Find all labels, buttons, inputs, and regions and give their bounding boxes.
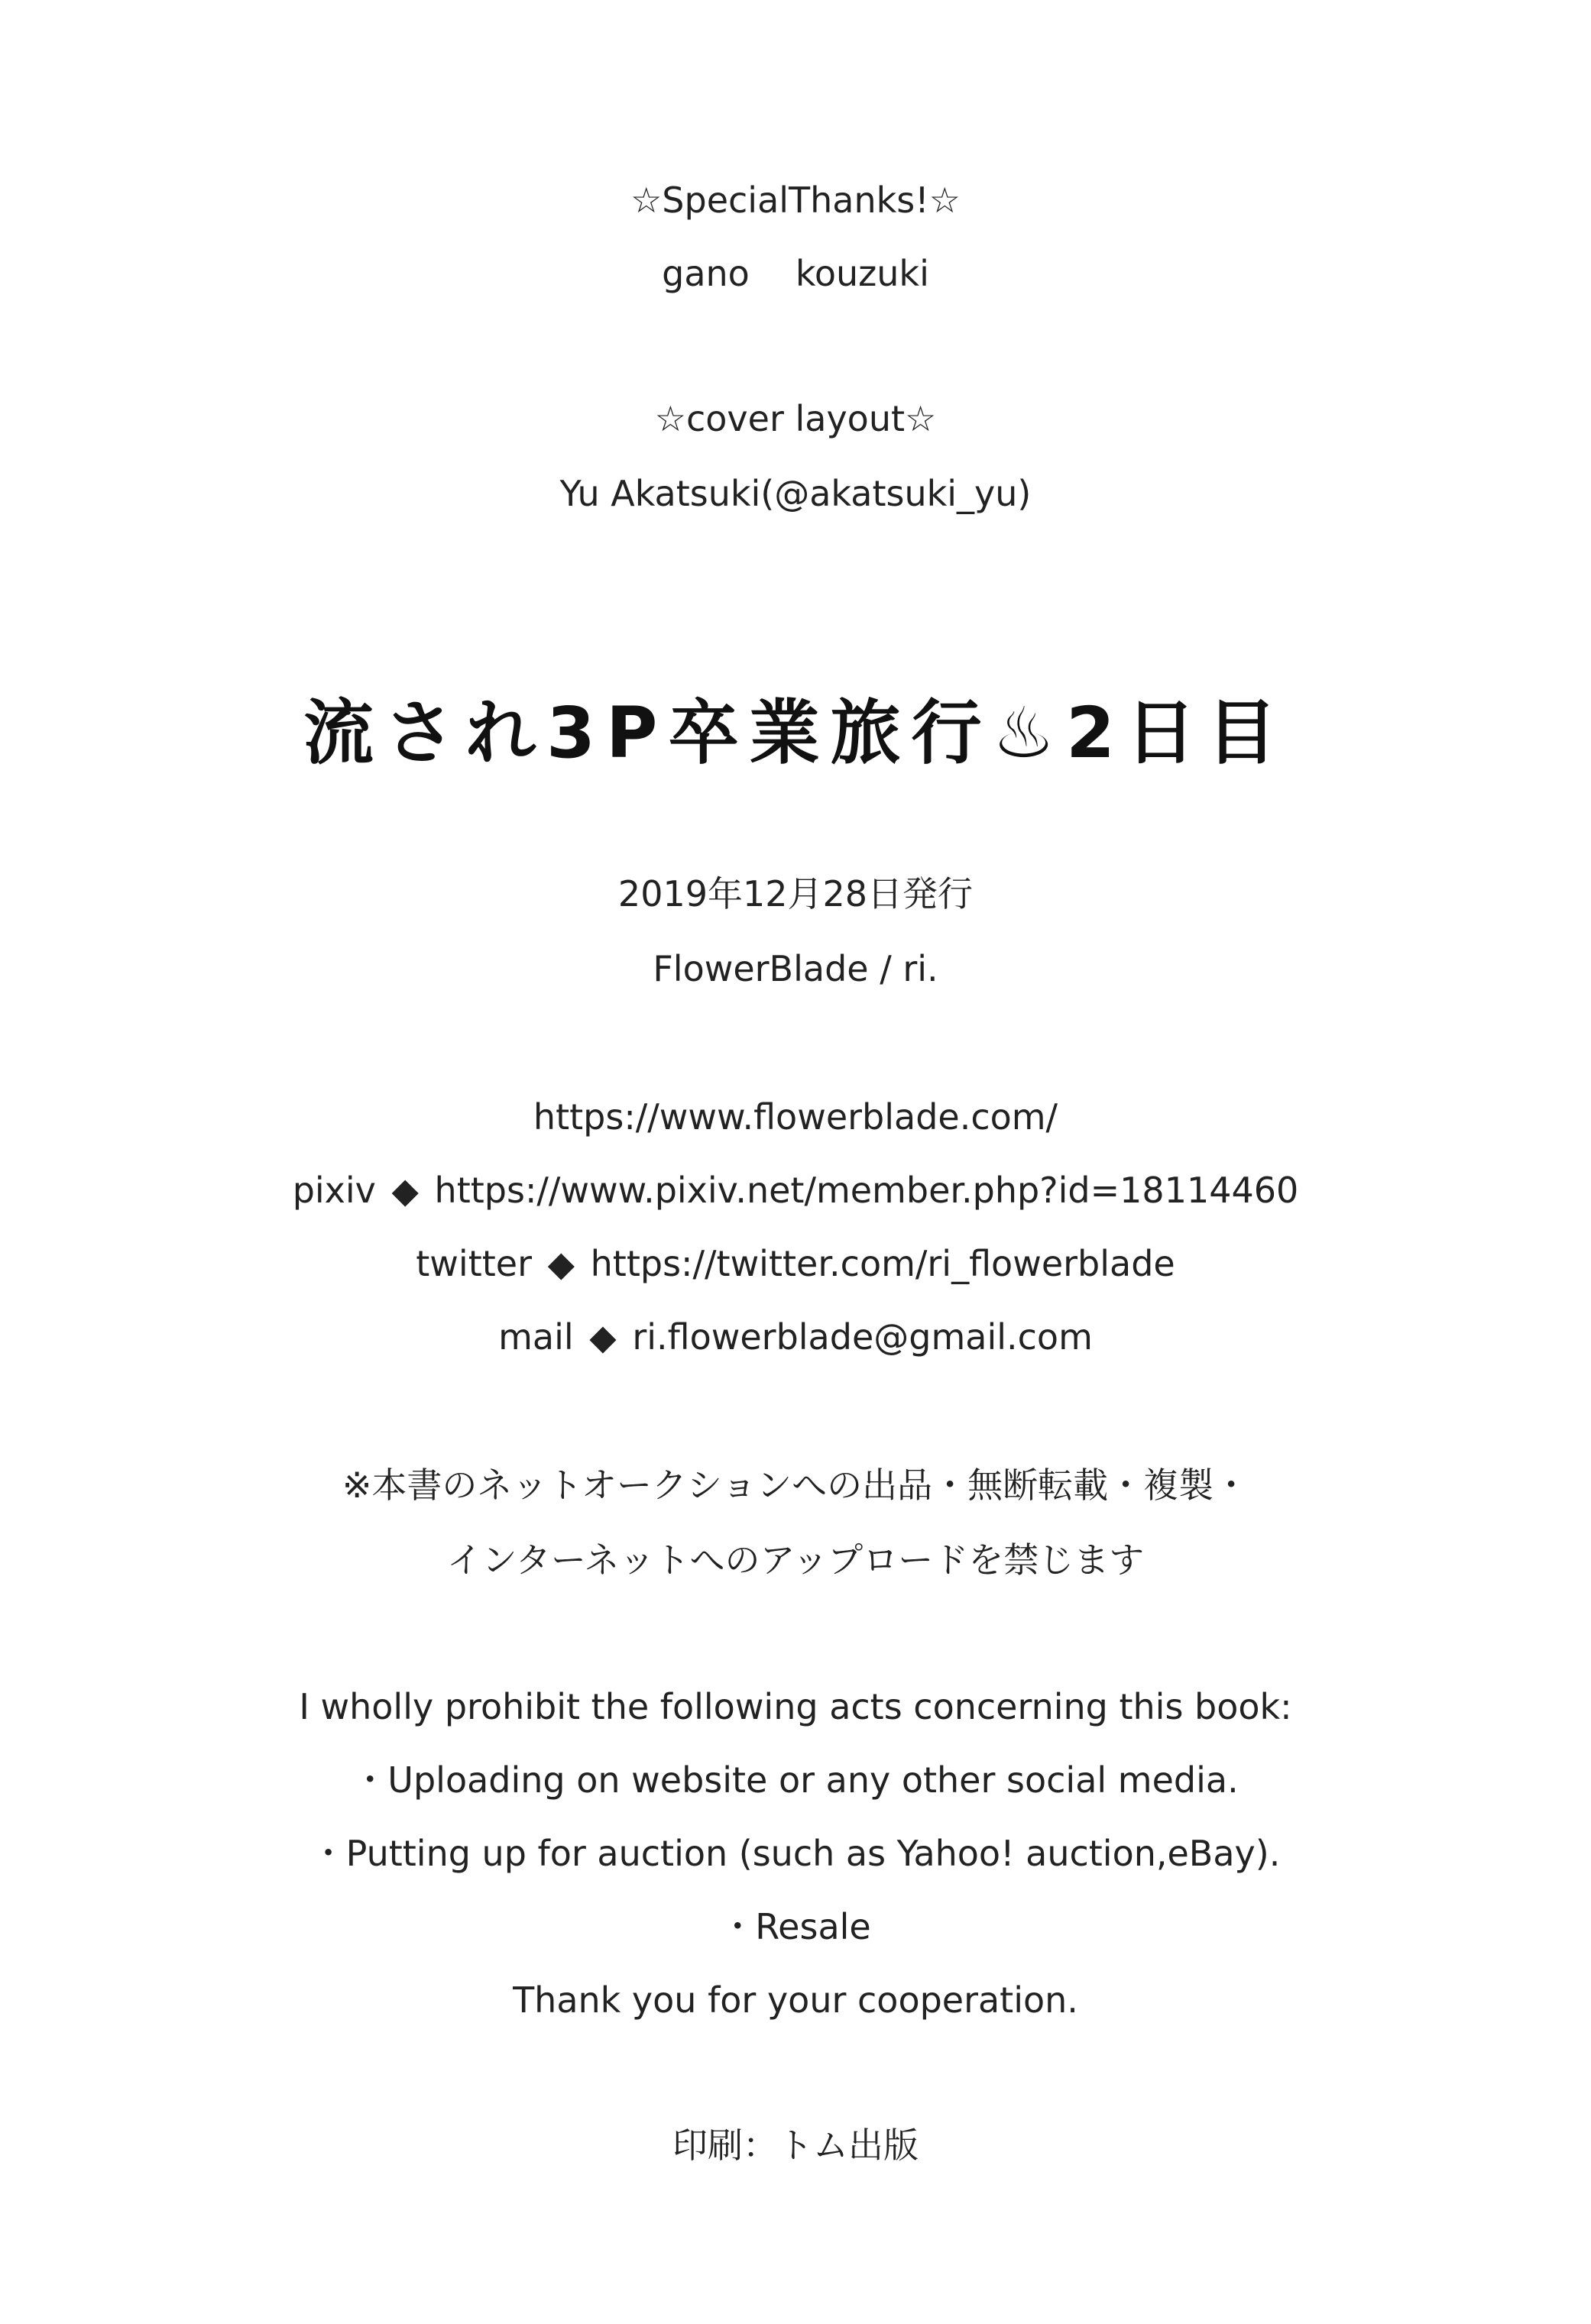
notice-en-item: ・Uploading on website or any other social media.	[352, 1759, 1239, 1801]
mail-link[interactable]: ri.flowerblade@gmail.com	[632, 1316, 1093, 1358]
thanks-name: kouzuki	[795, 253, 929, 294]
notice-ja-line: ※本書のネットオークションへの出品・無断転載・複製・	[342, 1465, 1249, 1506]
website-link[interactable]: https://www.flowerblade.com/	[533, 1096, 1058, 1138]
twitter-link[interactable]: https://twitter.com/ri_flowerblade	[590, 1243, 1175, 1284]
cover-layout-credit: Yu Akatsuki(@akatsuki_yu)	[559, 473, 1032, 514]
contact-label: twitter	[416, 1243, 532, 1284]
pixiv-contact	[0, 1167, 1591, 1213]
diamond-icon: ◆	[391, 1170, 419, 1211]
publication-date: 2019年12月28日発行	[617, 873, 974, 914]
pixiv-link[interactable]: https://www.pixiv.net/member.php?id=18114460	[434, 1170, 1299, 1211]
book-title: 流され3P卒業旅行♨2日目	[303, 692, 1288, 774]
diamond-icon: ◆	[547, 1243, 575, 1284]
circle-name: FlowerBlade / ri.	[653, 948, 938, 989]
cover-layout-heading: ☆cover layout☆	[654, 398, 937, 439]
diamond-icon: ◆	[589, 1316, 617, 1358]
notice-ja-line: インターネットへのアップロードを禁じます	[446, 1539, 1145, 1581]
thanks-name: gano	[662, 253, 750, 294]
mail-contact	[0, 1314, 1591, 1360]
contact-label: pixiv	[292, 1170, 376, 1211]
special-thanks-names	[0, 251, 1591, 296]
notice-en-item: ・Putting up for auction (such as Yahoo! auction,eBay).	[310, 1833, 1281, 1874]
printer-credit: 印刷：トム出版	[672, 2125, 919, 2166]
notice-en-item: ・Resale	[720, 1906, 871, 1947]
twitter-contact	[0, 1241, 1591, 1287]
special-thanks-heading: ☆SpecialThanks!☆	[630, 180, 961, 221]
contact-label: mail	[498, 1316, 574, 1358]
notice-en-intro: I wholly prohibit the following acts concerning this book:	[299, 1686, 1292, 1727]
notice-en-closing: Thank you for your cooperation.	[513, 1979, 1078, 2021]
